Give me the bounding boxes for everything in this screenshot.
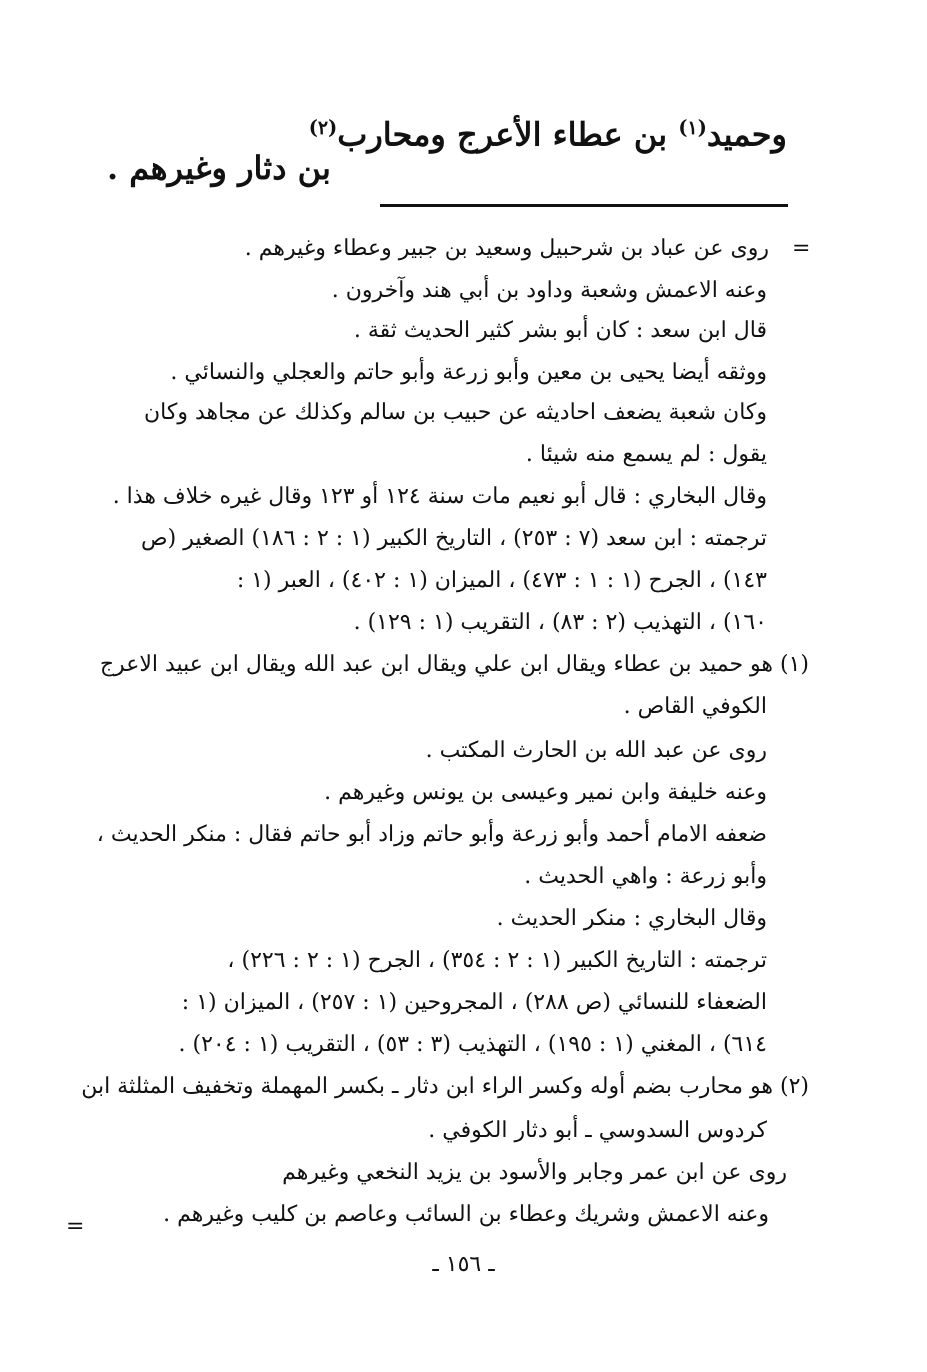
footnote-2-line-1: (٢) هو محارب بضم أوله وكسر الراء ابن دثار ـ بكسر المهملة وتخفيف المثلثة ابن <box>81 1074 809 1099</box>
footnote-1-line-3: روى عن عبد الله بن الحارث المكتب . <box>425 738 767 763</box>
heading-part-b: بن عطاء الأعرج ومحارب <box>337 115 668 154</box>
footnote-2-line-2: كردوس السدوسي ـ أبو دثار الكوفي . <box>428 1118 767 1143</box>
footnote-2-line-4: وعنه الاعمش وشريك وعطاء بن السائب وعاصم بن كليب وغيرهم . <box>163 1202 769 1227</box>
footnote-1-line-6: وأبو زرعة : واهي الحديث . <box>524 864 767 889</box>
continuation-mark-top: = <box>792 236 811 261</box>
heading-line-2 <box>107 149 787 187</box>
footnote-1-line-9: الضعفاء للنسائي (ص ٢٨٨) ، المجروحين (١ : ٢٥٧) ، الميزان (١ : <box>181 990 767 1015</box>
continuation-mark-bottom: = <box>66 1214 85 1239</box>
footnote-1-line-1: (١) هو حميد بن عطاء ويقال ابن علي ويقال ابن عبد الله ويقال ابن عبيد الاعرج <box>99 652 809 677</box>
body-line-2: وعنه الاعمش وشعبة وداود بن أبي هند وآخرون . <box>331 278 767 303</box>
footnote-1-line-7: وقال البخاري : منكر الحديث . <box>496 906 767 931</box>
body-line-8: ترجمته : ابن سعد (٧ : ٢٥٣) ، التاريخ الكبير (١ : ٢ : ١٨٦) الصغير (ص <box>141 526 767 551</box>
body-line-10: ١٦٠) ، التهذيب (٢ : ٨٣) ، التقريب (١ : ١٢٩) . <box>353 610 767 635</box>
body-line-6: يقول : لم يسمع منه شيئا . <box>525 442 767 467</box>
heading-part-a: وحميد <box>706 115 787 154</box>
footnote-1-line-2: الكوفي القاص . <box>623 694 767 719</box>
footnote-ref-1: (١) <box>678 116 707 139</box>
heading-part-c: بن دثار وغيرهم . <box>107 149 331 187</box>
body-line-7: وقال البخاري : قال أبو نعيم مات سنة ١٢٤ أو ١٢٣ وقال غيره خلاف هذا . <box>112 484 767 509</box>
body-line-3: قال ابن سعد : كان أبو بشر كثير الحديث ثقة . <box>353 318 767 343</box>
footnote-1-line-5: ضعفه الامام أحمد وأبو زرعة وأبو حاتم وزاد أبو حاتم فقال : منكر الحديث ، <box>96 822 767 847</box>
body-line-5: وكان شعبة يضعف احاديثه عن حبيب بن سالم وكذلك عن مجاهد وكان <box>144 400 767 425</box>
body-line-4: ووثقه أيضا يحيى بن معين وأبو زرعة وأبو حاتم والعجلي والنسائي . <box>170 360 767 385</box>
separator-rule <box>380 204 788 207</box>
footnote-1-line-10: ٦١٤) ، المغني (١ : ١٩٥) ، التهذيب (٣ : ٥٣) ، التقريب (١ : ٢٠٤) . <box>178 1032 767 1057</box>
page-number: ـ ١٥٦ ـ <box>432 1252 495 1277</box>
footnote-1-line-8: ترجمته : التاريخ الكبير (١ : ٢ : ٣٥٤) ، الجرح (١ : ٢ : ٢٢٦) ، <box>227 948 767 973</box>
footnote-ref-2: (٢) <box>308 116 338 139</box>
body-line-1: روى عن عباد بن شرحبيل وسعيد بن جبير وعطاء وغيرهم . <box>244 236 769 261</box>
heading-line-1 <box>308 115 787 154</box>
footnote-1-line-4: وعنه خليفة وابن نمير وعيسى بن يونس وغيرهم . <box>324 780 767 805</box>
footnote-2-line-3: روى عن ابن عمر وجابر والأسود بن يزيد النخعي وغيرهم <box>282 1160 787 1185</box>
body-line-9: ١٤٣) ، الجرح (١ : ١ : ٤٧٣) ، الميزان (١ : ٤٠٢) ، العبر (١ : <box>236 568 767 593</box>
